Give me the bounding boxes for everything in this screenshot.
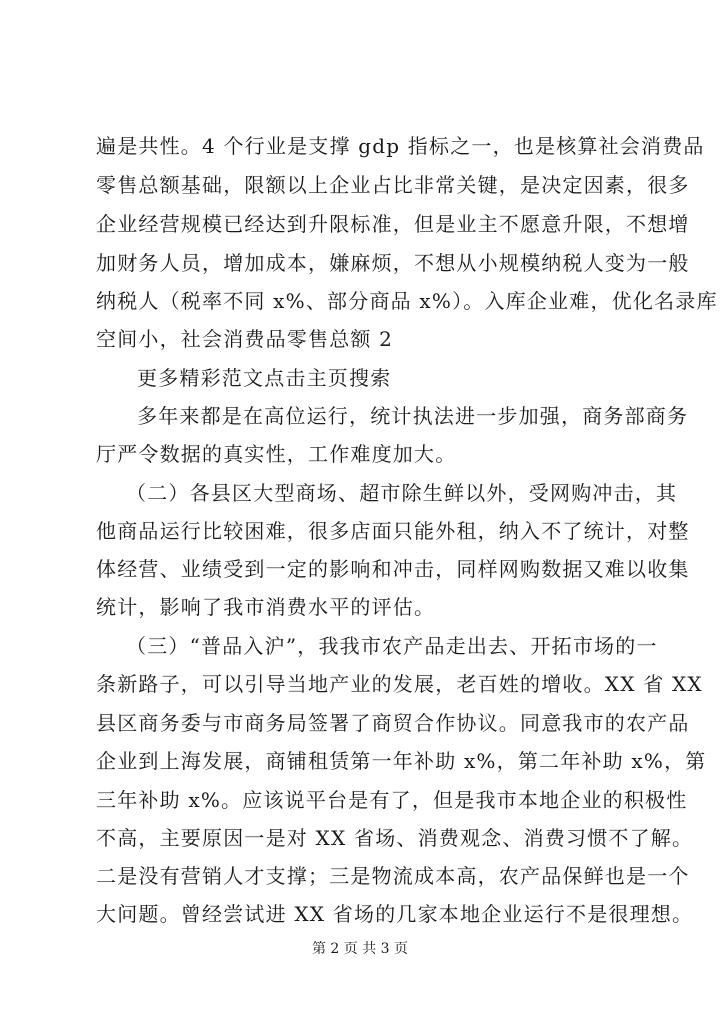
body-line-1: 遍是共性。4 个行业是支撑 gdp 指标之一，也是核算社会消费品 [96, 134, 705, 158]
page-number-footer: 第 2 页 共 3 页 [311, 941, 409, 957]
body-line-3: 企业经营规模已经达到升限标准，但是业主不愿意升限，不想增 [96, 212, 690, 236]
section-two-heading-line: （二）各县区大型商场、超市除生鲜以外，受网购冲击，其 [126, 481, 678, 505]
body-line-17: 企业到上海发展，商铺租赁第一年补助 x%，第二年补助 x%，第 [96, 749, 707, 773]
body-line-15: 条新路子，可以引导当地产业的发展，老百姓的增收。XX 省 XX [96, 672, 703, 696]
body-line-12: 体经营、业绩受到一定的影响和冲击，同样网购数据又难以收集 [96, 557, 690, 581]
body-line-4: 加财务人员，增加成本，嫌麻烦，不想从小规模纳税人变为一般 [96, 251, 690, 275]
body-line-21: 大问题。曾经尝试进 XX 省场的几家本地企业运行不是很理想。 [96, 902, 694, 926]
body-line-13: 统计，影响了我市消费水平的评估。 [96, 595, 436, 619]
section-three-heading-line: （三）“普品入沪”，我我市农产品走出去、开拓市场的一 [126, 634, 658, 658]
body-line-5: 纳税人（税率不同 x%、部分商品 x%）。入库企业难，优化名录库 [96, 289, 718, 313]
body-line-9: 厅严令数据的真实性，工作难度加大。 [96, 442, 457, 466]
body-line-11: 他商品运行比较困难，很多店面只能外租，纳入不了统计，对整 [96, 519, 690, 543]
body-line-2: 零售总额基础，限额以上企业占比非常关键，是决定因素，很多 [96, 173, 690, 197]
body-line-19: 不高，主要原因一是对 XX 省场、消费观念、消费习惯不了解。 [96, 826, 694, 850]
body-line-20: 二是没有营销人才支撑；三是物流成本高，农产品保鲜也是一个 [96, 864, 690, 888]
body-line-6: 空间小，社会消费品零售总额 2 [96, 327, 394, 351]
promo-link-text[interactable]: 更多精彩范文点击主页搜索 [137, 366, 392, 390]
body-line-8: 多年来都是在高位运行，统计执法进一步加强，商务部商务 [137, 404, 689, 428]
body-line-16: 县区商务委与市商务局签署了商贸合作协议。同意我市的农产品 [96, 711, 690, 735]
body-line-18: 三年补助 x%。应该说平台是有了，但是我市本地企业的积极性 [96, 788, 688, 812]
